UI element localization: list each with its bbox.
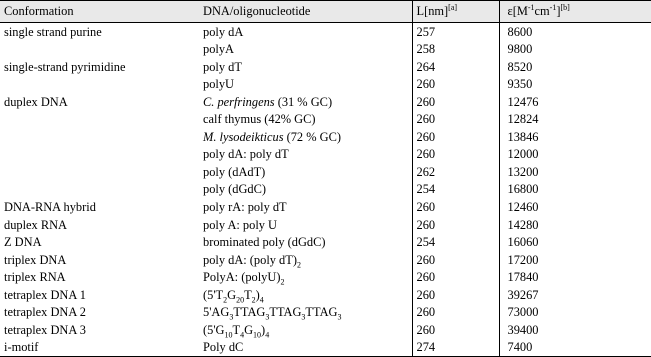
table-row [0,216,651,234]
cell-oligonucleotide [199,93,412,111]
header-row [0,1,651,23]
table-row [0,234,651,252]
oligo-text: poly rA: poly dT [203,200,287,215]
header-extinction-text: ε[M [507,4,528,18]
table-row [0,146,651,164]
oligo-subscript: 3 [337,312,342,322]
oligo-subscript: 10 [253,330,262,340]
cell-wavelength: 260 [412,304,499,322]
oligo-text: (31 % GC) [274,94,333,109]
oligo-subscript: 2 [251,295,256,305]
table-row [0,93,651,111]
cell-extinction: 14280 [499,216,651,234]
cell-conformation [0,128,199,146]
oligo-text: poly dA: poly dT [203,147,289,162]
table-row [0,269,651,287]
cell-extinction: 17840 [499,269,651,287]
oligo-text: poly dA: (poly dT) [203,252,297,267]
cell-wavelength: 260 [412,321,499,339]
cell-oligonucleotide [199,146,412,164]
oligo-subscript: 10 [224,330,233,340]
cell-extinction: 12476 [499,93,651,111]
oligo-subscript: 2 [223,295,228,305]
cell-extinction: 17200 [499,251,651,269]
cell-wavelength: 260 [412,251,499,269]
cell-extinction: 16060 [499,234,651,252]
cell-oligonucleotide [199,321,412,339]
cell-wavelength: 260 [412,286,499,304]
cell-wavelength: 264 [412,58,499,76]
table-row [0,41,651,59]
table-row [0,339,651,357]
cell-oligonucleotide [199,286,412,304]
table-row [0,23,651,41]
cell-wavelength: 258 [412,41,499,59]
cell-wavelength: 254 [412,181,499,199]
cell-extinction: 12824 [499,111,651,129]
oligo-subscript: 20 [236,295,245,305]
cell-wavelength: 260 [412,128,499,146]
cell-conformation: Z DNA [4,235,42,250]
oligo-text: C. perfringens [203,94,275,109]
cell-wavelength: 274 [412,339,499,357]
cell-extinction: 8600 [499,23,651,41]
cell-conformation [0,41,199,59]
cell-conformation [0,76,199,94]
header-extinction-unit: cm [534,4,550,18]
oligo-text: TTAG [305,305,338,320]
oligo-subscript: 4 [259,295,264,305]
cell-oligonucleotide [199,41,412,59]
cell-extinction: 73000 [499,304,651,322]
header-wavelength [412,1,499,23]
cell-oligonucleotide [199,234,412,252]
cell-oligonucleotide [199,58,412,76]
table-row [0,321,651,339]
table-row [0,128,651,146]
oligo-text: ) [261,322,266,337]
cell-extinction: 9800 [499,41,651,59]
oligo-subscript: 3 [229,312,234,322]
header-wavelength-text: L[nm] [416,4,449,18]
cell-conformation: triplex DNA [4,252,67,267]
table-header [0,1,651,23]
cell-oligonucleotide [199,23,412,41]
header-extinction-note: [b] [560,2,570,12]
cell-conformation: DNA-RNA hybrid [4,200,96,215]
header-extinction-exp1: -1 [527,2,535,12]
header-extinction-close: ] [556,4,561,18]
header-extinction [499,1,651,23]
oligo-text: (5'G [203,322,225,337]
oligo-text: poly A: poly U [203,217,278,232]
table-row [0,111,651,129]
header-conformation: Conformation [0,1,199,23]
table-body [0,23,651,357]
oligo-text: poly dT [203,59,242,74]
table-row [0,304,651,322]
cell-oligonucleotide [199,163,412,181]
table-row [0,286,651,304]
table-row [0,58,651,76]
oligo-text: poly (dAdT) [203,164,266,179]
oligo-text: TTAG [269,305,302,320]
oligo-text: polyA [203,42,234,57]
oligo-text: TTAG [233,305,266,320]
oligo-text: PolyA: (polyU) [203,270,281,285]
cell-conformation: triplex RNA [4,270,66,285]
oligo-text: polyU [203,77,234,92]
table-row [0,251,651,269]
cell-extinction: 9350 [499,76,651,94]
cell-conformation [0,181,199,199]
oligo-subscript: 4 [240,330,245,340]
cell-oligonucleotide [199,339,412,357]
cell-wavelength: 262 [412,163,499,181]
cell-extinction: 12000 [499,146,651,164]
cell-conformation [0,163,199,181]
cell-extinction: 7400 [499,339,651,357]
cell-extinction: 39400 [499,321,651,339]
oligo-text: (5'T [203,287,224,302]
cell-oligonucleotide [199,181,412,199]
cell-conformation: duplex DNA [4,94,68,109]
cell-extinction: 39267 [499,286,651,304]
cell-wavelength: 254 [412,234,499,252]
cell-wavelength: 260 [412,93,499,111]
cell-extinction: 8520 [499,58,651,76]
table-row [0,198,651,216]
cell-extinction: 13846 [499,128,651,146]
cell-oligonucleotide [199,198,412,216]
cell-extinction: 16800 [499,181,651,199]
cell-wavelength: 260 [412,198,499,216]
oligo-text: (72 % GC) [283,129,341,144]
cell-wavelength: 260 [412,111,499,129]
cell-conformation: duplex RNA [4,217,67,232]
oligo-subscript: 4 [265,330,270,340]
header-oligonucleotide: DNA/oligonucleotide [199,1,412,23]
cell-conformation: i-motif [0,339,199,357]
oligo-subscript: 3 [301,312,306,322]
cell-wavelength: 260 [412,146,499,164]
table-row [0,181,651,199]
cell-extinction: 12460 [499,198,651,216]
header-wavelength-note: [a] [448,2,458,12]
cell-oligonucleotide [199,269,412,287]
oligo-subscript: 3 [265,312,270,322]
oligo-subscript: 2 [296,260,301,270]
cell-conformation: single-strand pyrimidine [4,59,126,74]
cell-oligonucleotide [199,128,412,146]
oligo-text: G [227,287,237,302]
cell-extinction: 13200 [499,163,651,181]
cell-conformation [0,146,199,164]
cell-oligonucleotide [199,304,412,322]
oligo-text: G [244,322,254,337]
oligo-text: brominated poly (dGdC) [203,235,326,250]
oligo-text: T [244,287,252,302]
oligo-text: ) [255,287,260,302]
oligo-text: calf thymus (42% GC) [203,112,316,127]
oligo-text: poly dA [203,24,244,39]
oligo-text: T [232,322,241,337]
cell-conformation: single strand purine [4,24,102,39]
cell-conformation [0,111,199,129]
table-row [0,76,651,94]
oligo-text: 5'AG [203,305,230,320]
cell-oligonucleotide [199,216,412,234]
oligo-text: Poly dC [203,340,244,355]
header-extinction-exp2: -1 [549,2,557,12]
cell-wavelength: 260 [412,76,499,94]
oligo-text: poly (dGdC) [203,182,266,197]
cell-wavelength: 260 [412,216,499,234]
oligo-subscript: 2 [280,277,285,287]
cell-oligonucleotide [199,251,412,269]
table-row [0,163,651,181]
oligo-text: M. lysodeikticus [203,129,284,144]
cell-conformation: tetraplex DNA 3 [4,322,86,337]
cell-wavelength: 260 [412,269,499,287]
cell-conformation: tetraplex DNA 1 [4,287,86,302]
cell-oligonucleotide [199,111,412,129]
cell-oligonucleotide [199,76,412,94]
cell-conformation: tetraplex DNA 2 [4,305,86,320]
cell-wavelength: 257 [412,23,499,41]
